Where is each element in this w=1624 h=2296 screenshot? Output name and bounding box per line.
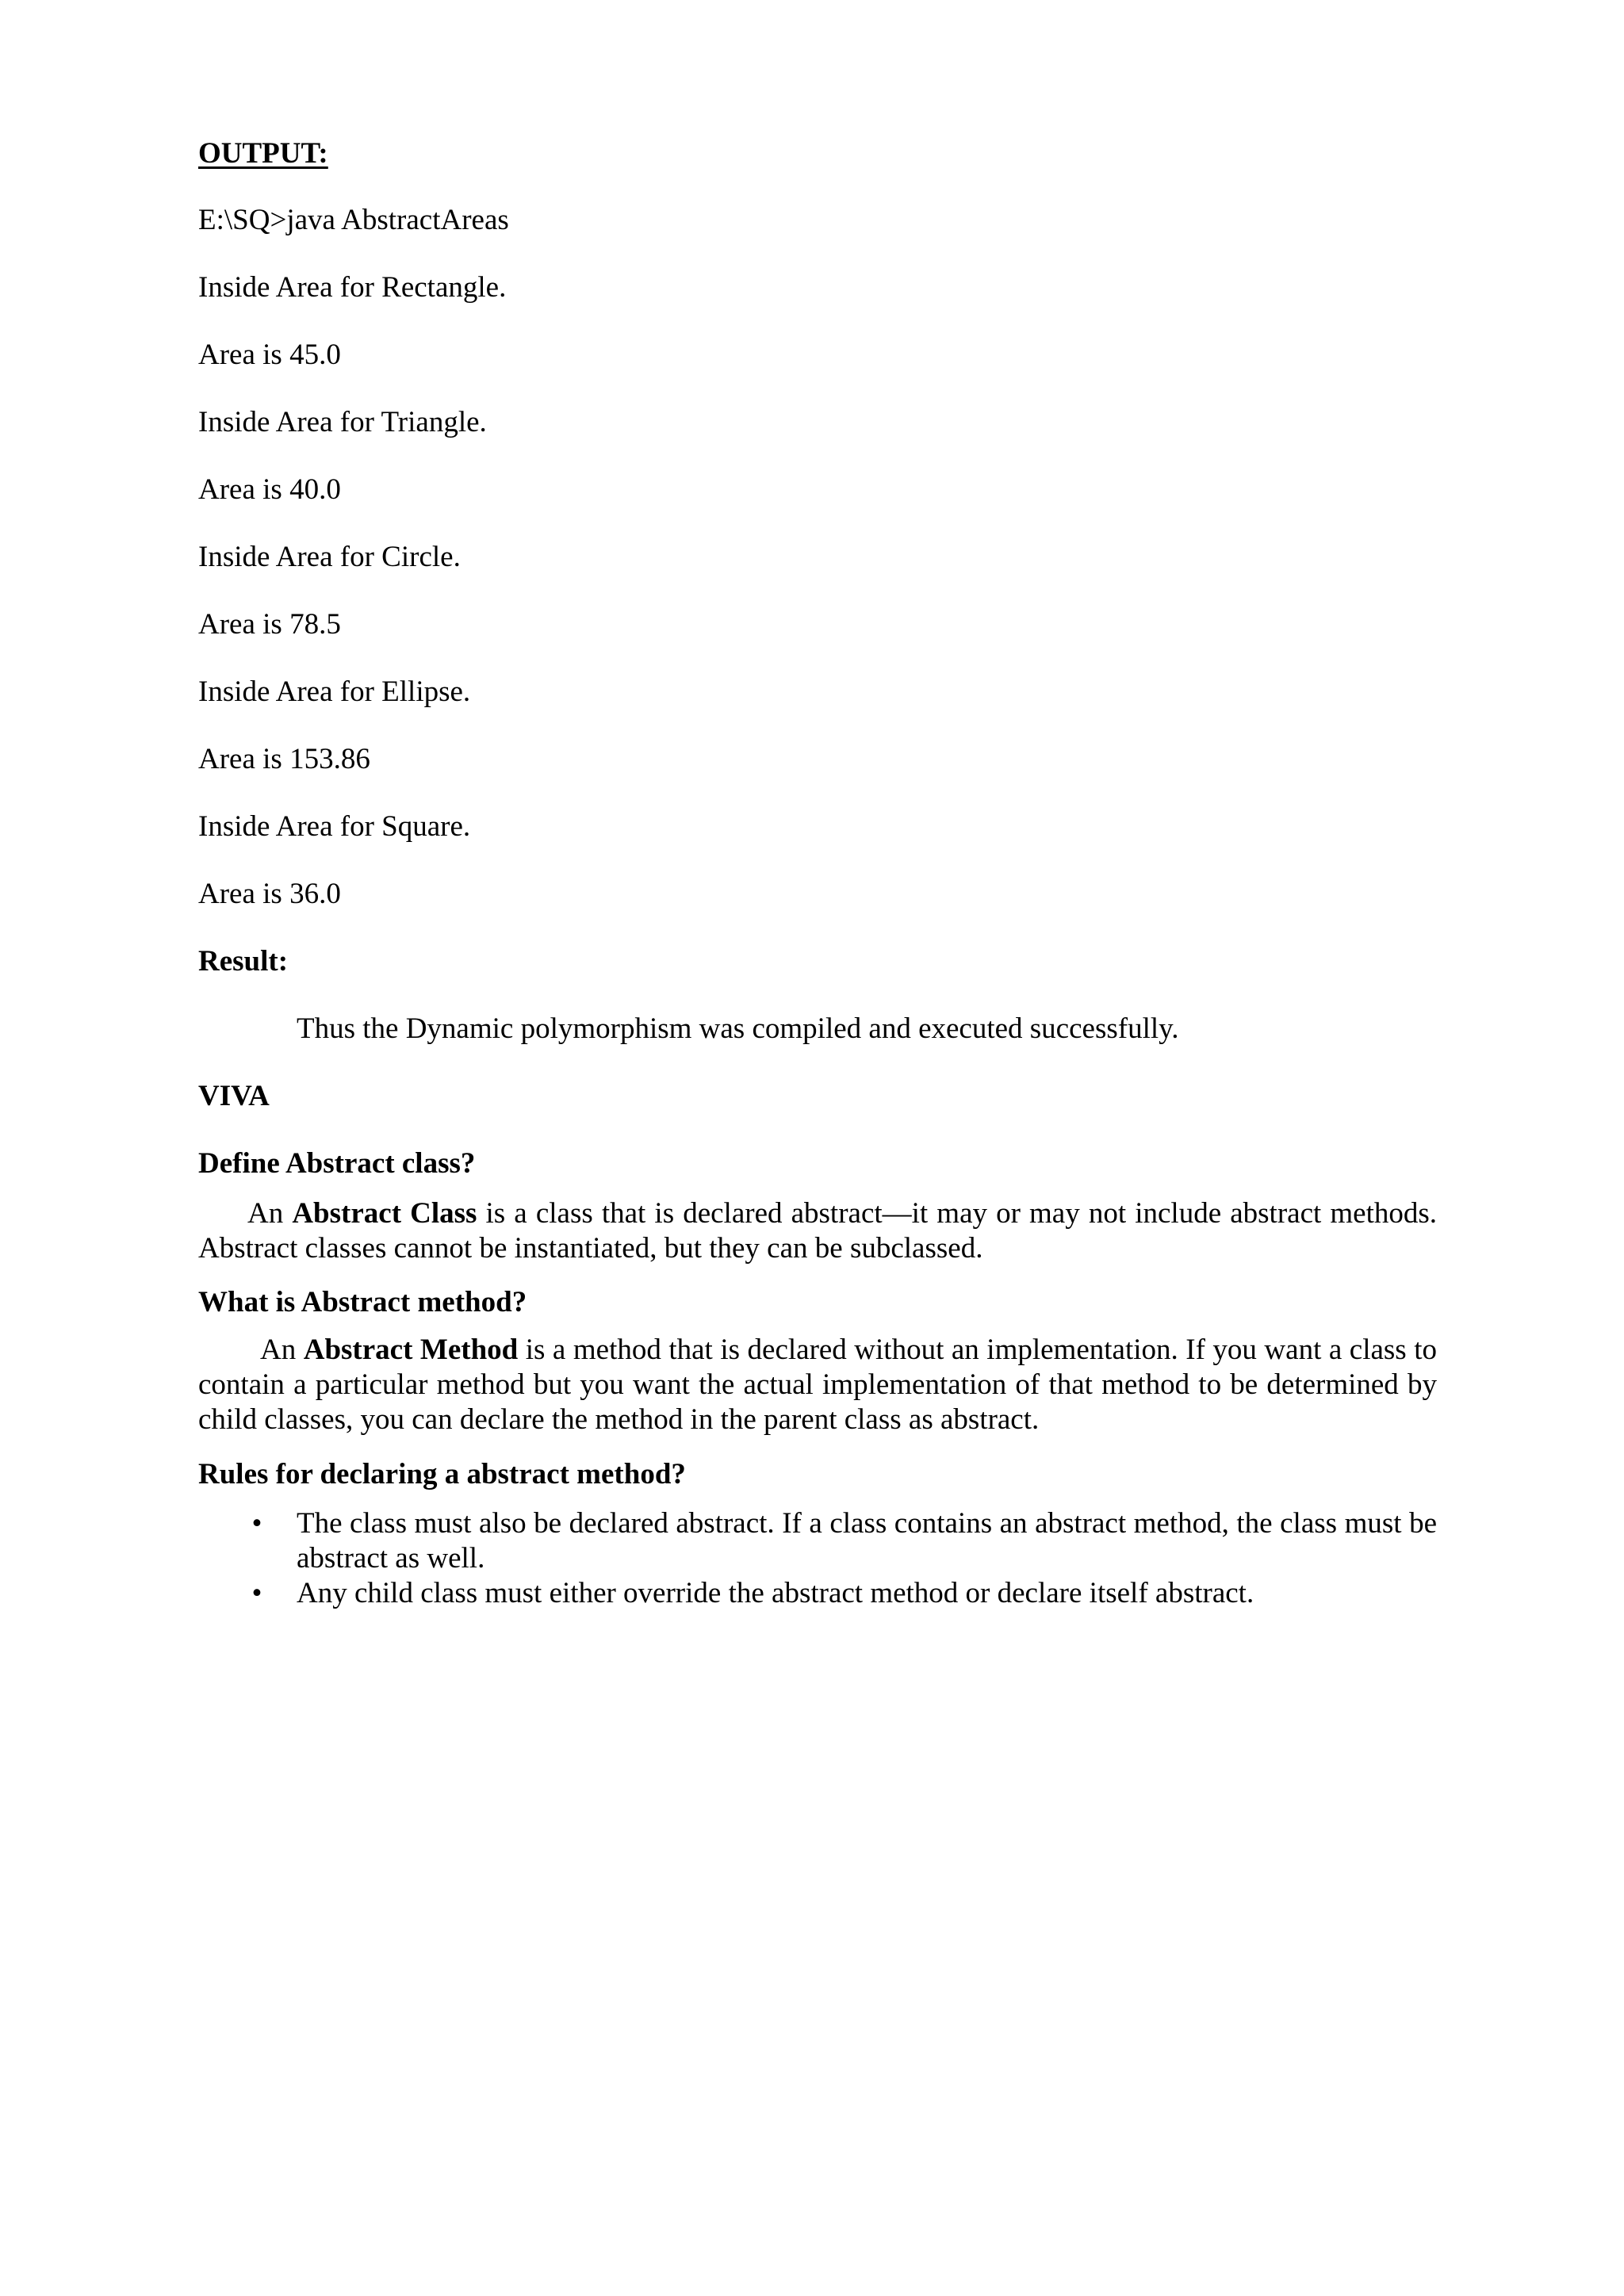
output-line: Area is 36.0 [198,878,341,910]
viva-heading: VIVA [198,1080,270,1112]
answer-prefix: An [247,1197,293,1230]
output-line: E:\SQ>java AbstractAreas [198,204,509,236]
answer-prefix: An [260,1334,304,1366]
bullet-icon: • [251,1507,262,1540]
result-heading: Result: [198,945,289,978]
viva-question: What is Abstract method? [198,1286,527,1318]
output-line: Area is 78.5 [198,608,341,641]
output-line: Inside Area for Square. [198,810,471,843]
output-line: Area is 153.86 [198,743,370,775]
viva-answer [198,1196,1437,1266]
result-text: Thus the Dynamic polymorphism was compiled and executed successfully. [297,1012,1179,1045]
viva-answer [198,1333,1437,1437]
bullet-icon: • [251,1577,262,1609]
answer-term: Abstract Method [303,1334,519,1366]
list-item [198,1576,1437,1611]
list-item-text: Any child class must either override the abstract method or declare itself abstract. [297,1577,1254,1609]
answer-body: is a class that is declared abstract—it may or may not include abstract methods. Abstract classes cannot be instantiated, but they can be subclassed. [198,1197,1437,1265]
output-line: Area is 40.0 [198,473,341,506]
document-page [198,0,1437,2296]
answer-term: Abstract Class [292,1197,477,1230]
output-line: Inside Area for Ellipse. [198,675,471,708]
rules-list [198,1506,1437,1611]
output-line: Inside Area for Triangle. [198,406,487,438]
output-line: Inside Area for Rectangle. [198,271,507,304]
output-line: Inside Area for Circle. [198,541,461,573]
list-item [198,1506,1437,1576]
viva-question: Define Abstract class? [198,1147,476,1180]
answer-body: is a method that is declared without an implementation. If you want a class to contain a particular method but you want the actual implementation of that method to be determined by child classes, you can declare the method in the parent class as abstract. [198,1334,1437,1436]
output-line: Area is 45.0 [198,339,341,371]
viva-question: Rules for declaring a abstract method? [198,1458,686,1490]
list-item-text: The class must also be declared abstract. If a class contains an abstract method, the class must be abstract as well. [297,1507,1437,1575]
output-heading: OUTPUT: [198,137,328,170]
